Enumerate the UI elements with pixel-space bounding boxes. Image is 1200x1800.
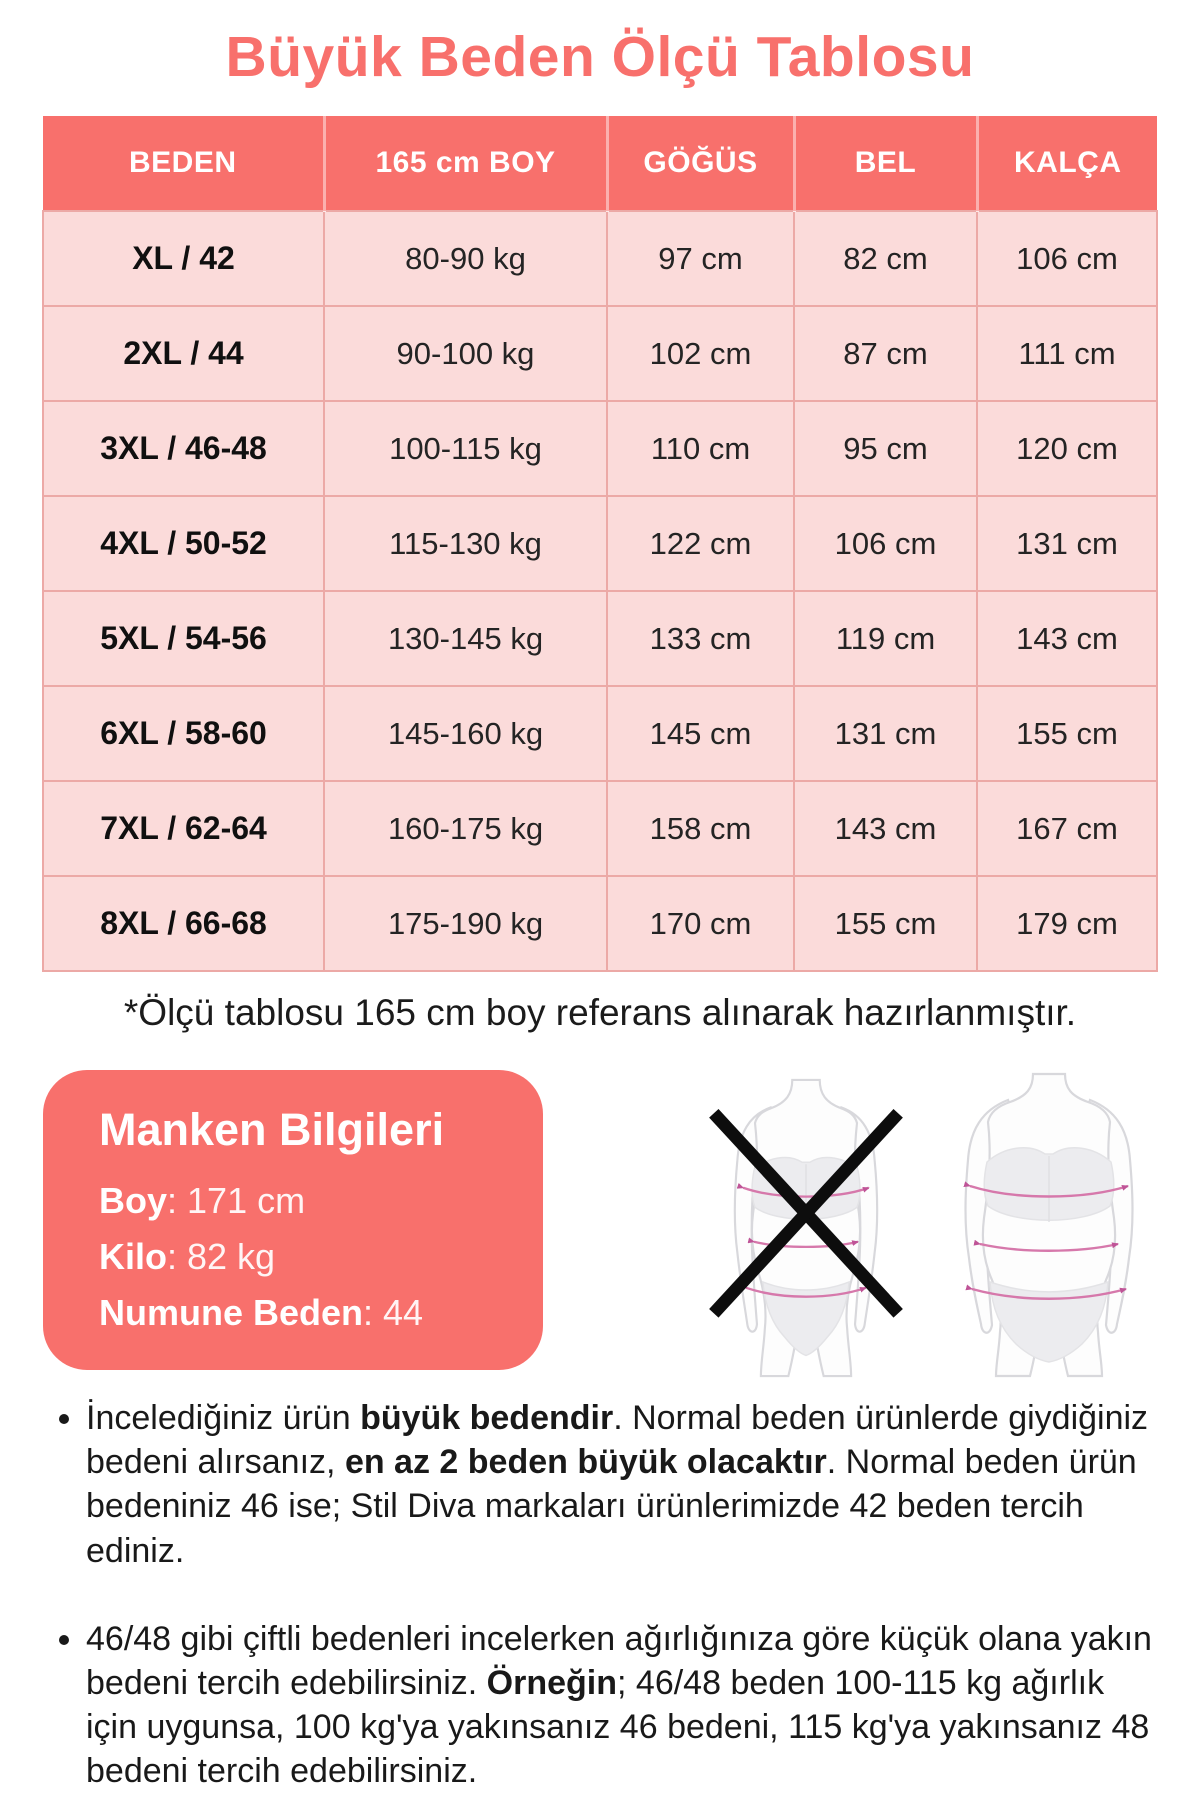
table-row	[43, 306, 1157, 401]
column-header: BEL	[794, 116, 977, 211]
table-cell: 7XL / 62-64	[43, 781, 324, 876]
table-cell: 145-160 kg	[324, 686, 607, 781]
table-cell: 102 cm	[607, 306, 794, 401]
table-cell: 4XL / 50-52	[43, 496, 324, 591]
slim-body-crossed-icon	[695, 1076, 917, 1380]
note-item: • İncelediğiniz ürün büyük bedendir. Normal beden ürünlerde giydiğiniz bedeni alırsanız, en az 2 beden büyük olacaktır. Normal beden ürün bedeniniz 46 ise; Stil Diva markaları ürünlerimizde 42 beden tercih ediniz.	[86, 1396, 1164, 1573]
table-cell: 133 cm	[607, 591, 794, 686]
table-cell: 5XL / 54-56	[43, 591, 324, 686]
table-cell: 179 cm	[977, 876, 1157, 971]
table-row	[43, 876, 1157, 971]
table-cell: 119 cm	[794, 591, 977, 686]
table-row	[43, 781, 1157, 876]
measurement-figures	[655, 1066, 1200, 1380]
table-cell: 90-100 kg	[324, 306, 607, 401]
table-cell: 6XL / 58-60	[43, 686, 324, 781]
table-cell: 100-115 kg	[324, 401, 607, 496]
model-height: Boy: 171 cm	[99, 1180, 306, 1221]
table-row	[43, 686, 1157, 781]
table-cell: 175-190 kg	[324, 876, 607, 971]
table-cell: 131 cm	[794, 686, 977, 781]
column-header: 165 cm BOY	[324, 116, 607, 211]
plus-body-icon	[923, 1070, 1175, 1380]
table-cell: 80-90 kg	[324, 211, 607, 306]
model-weight: Kilo: 82 kg	[99, 1235, 276, 1277]
table-cell: 158 cm	[607, 781, 794, 876]
table-cell: 155 cm	[794, 876, 977, 971]
table-cell: 2XL / 44	[43, 306, 324, 401]
table-cell: 143 cm	[794, 781, 977, 876]
table-cell: 131 cm	[977, 496, 1157, 591]
column-header: BEDEN	[43, 116, 324, 211]
table-cell: 170 cm	[607, 876, 794, 971]
table-cell: XL / 42	[43, 211, 324, 306]
table-footnote: *Ölçü tablosu 165 cm boy referans alınarak hazırlanmıştır.	[123, 992, 1077, 1033]
table-cell: 167 cm	[977, 781, 1157, 876]
table-cell: 120 cm	[977, 401, 1157, 496]
model-info-card	[43, 1070, 543, 1370]
table-cell: 82 cm	[794, 211, 977, 306]
table-row	[43, 496, 1157, 591]
table-cell: 160-175 kg	[324, 781, 607, 876]
table-row	[43, 591, 1157, 686]
size-table	[42, 116, 1158, 972]
table-row	[43, 211, 1157, 306]
table-row	[43, 401, 1157, 496]
table-cell: 111 cm	[977, 306, 1157, 401]
table-cell: 87 cm	[794, 306, 977, 401]
model-info-heading: Manken Bilgileri	[99, 1104, 445, 1155]
note-item: • 46/48 gibi çiftli bedenleri incelerken ağırlığınıza göre küçük olana yakın bedeni tercih edebilirsiniz. Örneğin; 46/48 beden 100-115 kg ağırlık için uygunsa, 100 kg'ya yakınsanız 46 bedeni, 115 kg'ya yakınsanız 48 bedeni tercih edebilirsiniz.	[86, 1617, 1164, 1794]
column-header: GÖĞÜS	[607, 116, 794, 211]
table-cell: 110 cm	[607, 401, 794, 496]
table-cell: 95 cm	[794, 401, 977, 496]
notes-list	[42, 1396, 1164, 1794]
table-cell: 97 cm	[607, 211, 794, 306]
table-cell: 145 cm	[607, 686, 794, 781]
table-cell: 106 cm	[794, 496, 977, 591]
table-cell: 155 cm	[977, 686, 1157, 781]
table-cell: 130-145 kg	[324, 591, 607, 686]
model-sample-size: Numune Beden: 44	[99, 1291, 424, 1333]
size-table-header-row	[43, 116, 1157, 211]
column-header: KALÇA	[977, 116, 1157, 211]
table-cell: 3XL / 46-48	[43, 401, 324, 496]
table-cell: 122 cm	[607, 496, 794, 591]
table-cell: 106 cm	[977, 211, 1157, 306]
table-cell: 143 cm	[977, 591, 1157, 686]
model-info-section	[40, 1058, 1160, 1380]
page-title: Büyük Beden Ölçü Tablosu	[225, 25, 975, 89]
size-table-body	[43, 211, 1157, 971]
table-cell: 115-130 kg	[324, 496, 607, 591]
table-cell: 8XL / 66-68	[43, 876, 324, 971]
